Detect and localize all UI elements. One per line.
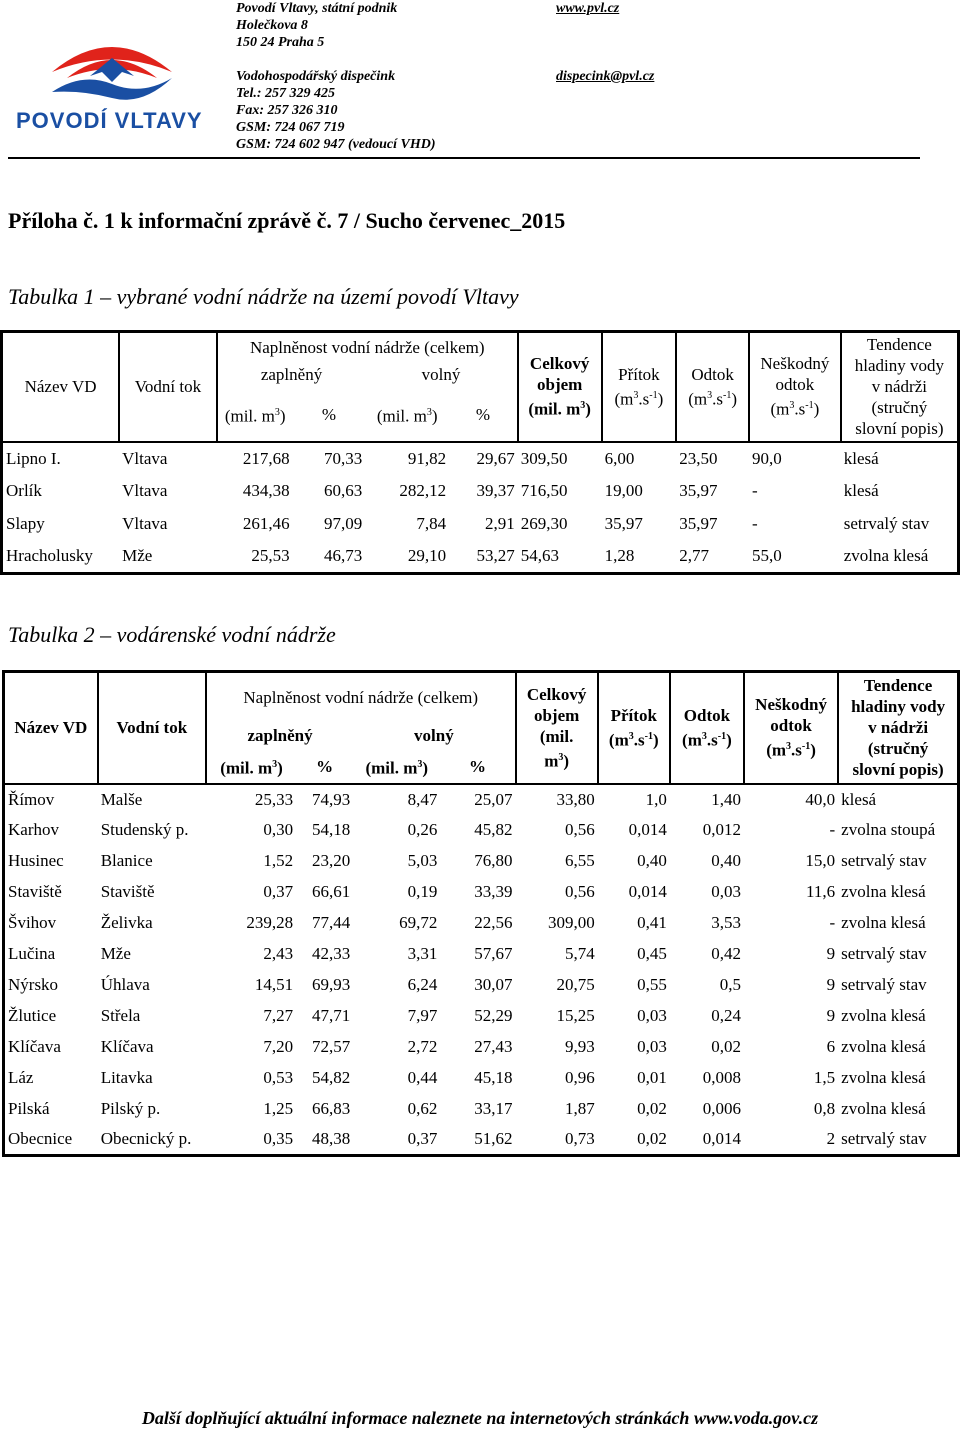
cell-value: 76,80 bbox=[474, 851, 513, 870]
cell-value: 77,44 bbox=[311, 913, 351, 932]
cell-value: 19,00 bbox=[604, 481, 643, 500]
cell-value: 25,33 bbox=[254, 789, 294, 809]
cell-river: Mže bbox=[100, 944, 131, 963]
cell-value: 51,62 bbox=[474, 1129, 513, 1149]
cell-river: Vltava bbox=[122, 448, 168, 468]
cell-value: 434,38 bbox=[242, 481, 290, 500]
cell-value: 53,27 bbox=[476, 546, 515, 566]
address-line: Tel.: 257 329 425 bbox=[236, 86, 336, 101]
cell-value: 0,03 bbox=[711, 882, 741, 901]
cell-value: 20,75 bbox=[556, 975, 595, 994]
company-contacts bbox=[556, 0, 654, 85]
table-row bbox=[4, 1094, 959, 1125]
table-row bbox=[4, 1032, 959, 1063]
cell-value: 0,44 bbox=[407, 1068, 438, 1087]
cell-river: Pilský p. bbox=[100, 1099, 161, 1118]
cell-value: 69,93 bbox=[311, 975, 351, 994]
cell-value: 2,72 bbox=[407, 1037, 438, 1056]
address-line: GSM: 724 067 719 bbox=[236, 120, 345, 135]
cell-value: 33,39 bbox=[474, 882, 513, 901]
cell-value: 35,97 bbox=[679, 514, 718, 533]
cell-name: Slapy bbox=[6, 514, 45, 533]
cell-river: Staviště bbox=[100, 882, 155, 901]
cell-name: Římov bbox=[8, 789, 55, 809]
table-row bbox=[2, 508, 959, 541]
cell-name: Orlík bbox=[6, 481, 42, 500]
cell-value: 239,28 bbox=[246, 913, 294, 932]
cell-value: 9 bbox=[826, 944, 836, 963]
cell-name: Lučina bbox=[8, 944, 56, 963]
cell-value: 1,25 bbox=[263, 1099, 294, 1118]
cell-value: 0,35 bbox=[263, 1129, 294, 1149]
cell-value: 0,56 bbox=[564, 820, 595, 839]
col-header-free-pct: % bbox=[449, 388, 518, 442]
col-header-free-mil: (mil. $m^3$) bbox=[376, 406, 438, 426]
cell-value: 74,93 bbox=[311, 789, 351, 809]
col-header-free-pct: % bbox=[440, 750, 515, 784]
table2-caption: Tabulka 2 – vodárenské vodní nádrže bbox=[8, 622, 336, 647]
cell-value: 54,63 bbox=[520, 546, 560, 566]
cell-value: 33,17 bbox=[474, 1099, 513, 1118]
logo-mark-icon bbox=[12, 32, 212, 112]
cell-value: 9,93 bbox=[564, 1037, 595, 1056]
table-row bbox=[2, 541, 959, 574]
cell-river: Úhlava bbox=[100, 975, 150, 994]
col-header-filled-mil: (mil. $m^3$) bbox=[220, 758, 283, 778]
cell-value: 0,96 bbox=[564, 1068, 595, 1087]
cell-value: 52,29 bbox=[474, 1006, 513, 1025]
col-header-filled: zaplněný bbox=[260, 365, 323, 384]
cell-value: 0,014 bbox=[702, 1129, 741, 1149]
website-link[interactable]: www.pvl.cz bbox=[556, 1, 620, 16]
cell-value: 72,57 bbox=[311, 1037, 351, 1056]
cell-value: 22,56 bbox=[474, 913, 513, 932]
cell-value: 7,84 bbox=[416, 514, 447, 533]
cell-trend: zvolna klesá bbox=[841, 882, 926, 901]
cell-value: 0,008 bbox=[702, 1068, 741, 1087]
cell-name: Pilská bbox=[8, 1099, 50, 1118]
cell-trend: zvolna stoupá bbox=[841, 820, 936, 839]
cell-value: 2,43 bbox=[263, 944, 294, 963]
address-line: Povodí Vltavy, státní podnik bbox=[236, 1, 398, 16]
cell-river: Klíčava bbox=[100, 1037, 154, 1056]
company-logo bbox=[12, 32, 212, 132]
cell-value: 0,26 bbox=[407, 820, 438, 839]
cell-value: 0,8 bbox=[813, 1099, 836, 1118]
cell-name: Lipno I. bbox=[6, 448, 61, 468]
cell-value: 23,50 bbox=[679, 448, 718, 468]
cell-river: Vltava bbox=[122, 481, 168, 500]
cell-value: 6,55 bbox=[564, 851, 595, 870]
cell-value: 1,40 bbox=[711, 789, 741, 809]
cell-trend: zvolna klesá bbox=[841, 1037, 926, 1056]
cell-value: 8,47 bbox=[407, 789, 438, 809]
cell-trend: zvolna klesá bbox=[841, 1068, 926, 1087]
cell-value: 0,01 bbox=[637, 1068, 667, 1087]
cell-value: 33,80 bbox=[556, 789, 595, 809]
cell-value: 1,0 bbox=[645, 789, 667, 809]
cell-value: 282,12 bbox=[399, 481, 447, 500]
cell-value: 29,10 bbox=[407, 546, 447, 566]
cell-value: 23,20 bbox=[311, 851, 351, 870]
cell-value: 0,5 bbox=[719, 975, 741, 994]
cell-trend: klesá bbox=[841, 789, 877, 809]
cell-river: Blanice bbox=[100, 851, 153, 870]
col-header-free: volný bbox=[353, 722, 515, 750]
email-link[interactable]: dispecink@pvl.cz bbox=[556, 69, 655, 84]
col-header-trend: Tendence hladiny vody v nádrži (stručný slovní popis) bbox=[851, 676, 946, 780]
col-header-inflow: Přítok $(m^3.s^{-1})$ bbox=[602, 332, 677, 442]
cell-trend: klesá bbox=[843, 481, 879, 500]
cell-value: 55,0 bbox=[752, 546, 782, 566]
cell-value: 91,82 bbox=[407, 448, 447, 468]
cell-value: 0,03 bbox=[637, 1037, 667, 1056]
logo-text: POVODÍ VLTAVY bbox=[16, 108, 203, 133]
cell-trend: setrvalý stav bbox=[841, 944, 927, 963]
header-divider bbox=[8, 157, 920, 159]
table-row bbox=[4, 1063, 959, 1094]
cell-value: 27,43 bbox=[474, 1037, 513, 1056]
cell-name: Švihov bbox=[8, 913, 57, 932]
cell-value: 3,31 bbox=[407, 944, 438, 963]
col-header-filled-pct: % bbox=[321, 404, 337, 424]
cell-value: 716,50 bbox=[520, 481, 568, 500]
address-line bbox=[236, 51, 436, 68]
cell-trend: zvolna klesá bbox=[841, 913, 926, 932]
col-header-filled-pct: % bbox=[316, 756, 334, 776]
col-header-total: Celkový objem (mil. $m^3$) bbox=[518, 332, 602, 442]
cell-value: 90,0 bbox=[752, 448, 782, 468]
col-header-outflow: Odtok $(m^3.s^{-1})$ bbox=[676, 332, 749, 442]
cell-value: 35,97 bbox=[604, 514, 643, 533]
col-header-fill: Naplněnost vodní nádrže (celkem) bbox=[217, 332, 518, 362]
cell-value: 6 bbox=[826, 1037, 836, 1056]
cell-value: 0,30 bbox=[263, 820, 294, 839]
cell-value: 0,014 bbox=[628, 882, 667, 901]
cell-value: 47,71 bbox=[311, 1006, 351, 1025]
cell-value: 0,42 bbox=[711, 944, 741, 963]
table-row bbox=[4, 939, 959, 970]
cell-trend: setrvalý stav bbox=[841, 1129, 927, 1149]
cell-value: 0,41 bbox=[637, 913, 667, 932]
col-header-inflow: Přítok $(m^3.s^{-1})$ bbox=[598, 672, 670, 784]
cell-value: 0,73 bbox=[564, 1129, 595, 1149]
cell-value: 25,07 bbox=[474, 789, 513, 809]
cell-value: 6,00 bbox=[604, 448, 635, 468]
cell-value: 1,28 bbox=[604, 546, 635, 566]
cell-value: 9 bbox=[826, 975, 836, 994]
cell-trend: klesá bbox=[843, 448, 879, 468]
cell-name: Staviště bbox=[8, 882, 62, 901]
table-row bbox=[4, 815, 959, 846]
cell-name: Láz bbox=[8, 1068, 34, 1087]
cell-value: 0,45 bbox=[637, 944, 667, 963]
cell-value: 1,5 bbox=[813, 1068, 836, 1087]
cell-value: 45,18 bbox=[474, 1068, 513, 1087]
cell-value: 0,014 bbox=[628, 820, 667, 839]
col-header-river: Vodní tok bbox=[119, 332, 217, 442]
cell-trend: setrvalý stav bbox=[841, 851, 927, 870]
cell-name: Hracholusky bbox=[6, 546, 93, 566]
cell-value: 11,6 bbox=[806, 882, 836, 901]
cell-trend: setrvalý stav bbox=[841, 975, 927, 994]
cell-river: Litavka bbox=[100, 1068, 153, 1087]
cell-value: 25,53 bbox=[251, 546, 290, 566]
cell-value: 5,74 bbox=[564, 944, 595, 963]
cell-value: 42,33 bbox=[311, 944, 351, 963]
cell-value: 1,52 bbox=[263, 851, 294, 870]
cell-value: 0,19 bbox=[407, 882, 438, 901]
cell-value: 7,20 bbox=[263, 1037, 294, 1056]
cell-value: 97,09 bbox=[324, 514, 363, 533]
table1-caption: Tabulka 1 – vybrané vodní nádrže na území povodí Vltavy bbox=[8, 284, 519, 309]
table-row bbox=[2, 475, 959, 508]
cell-value: 2,91 bbox=[485, 514, 515, 533]
cell-trend: zvolna klesá bbox=[841, 1099, 926, 1118]
cell-value: - bbox=[752, 481, 758, 500]
cell-value: 5,03 bbox=[407, 851, 438, 870]
cell-value: 0,006 bbox=[702, 1099, 741, 1118]
cell-value: 54,18 bbox=[311, 820, 351, 839]
cell-value: - bbox=[829, 820, 836, 839]
cell-value: 66,61 bbox=[311, 882, 351, 901]
col-header-name: Název VD bbox=[4, 672, 98, 784]
cell-value: 70,33 bbox=[324, 448, 363, 468]
cell-value: 2,77 bbox=[679, 546, 710, 566]
cell-value: 14,51 bbox=[254, 975, 294, 994]
cell-value: 48,38 bbox=[311, 1129, 351, 1149]
footer-note: Další doplňující aktuální informace naleznete na internetových stránkách www.voda.gov.cz bbox=[141, 1408, 819, 1428]
cell-river: Mže bbox=[122, 546, 153, 566]
cell-value: 46,73 bbox=[324, 546, 363, 566]
cell-river: Studenský p. bbox=[100, 820, 189, 839]
cell-trend: zvolna klesá bbox=[843, 546, 929, 566]
cell-value: 2 bbox=[826, 1129, 836, 1149]
cell-value: 217,68 bbox=[242, 448, 290, 468]
cell-value: 66,83 bbox=[311, 1099, 351, 1118]
cell-value: 0,55 bbox=[637, 975, 667, 994]
cell-value: 57,67 bbox=[474, 944, 513, 963]
cell-value: 309,50 bbox=[520, 448, 568, 468]
cell-name: Žlutice bbox=[8, 1006, 57, 1025]
address-line: Fax: 257 326 310 bbox=[236, 103, 338, 118]
table-row bbox=[4, 908, 959, 939]
table-row bbox=[4, 784, 959, 815]
col-header-trend: Tendence hladiny vody v nádrži (stručný slovní popis) bbox=[854, 335, 944, 439]
cell-value: 0,03 bbox=[637, 1006, 667, 1025]
table1-reservoirs bbox=[0, 330, 960, 575]
cell-value: 1,87 bbox=[564, 1099, 595, 1118]
cell-value: 9 bbox=[826, 1006, 836, 1025]
cell-value: 0,40 bbox=[711, 851, 741, 870]
cell-value: 7,97 bbox=[407, 1006, 438, 1025]
col-header-name: Název VD bbox=[2, 332, 120, 442]
cell-value: 0,02 bbox=[637, 1129, 667, 1149]
cell-value: 0,56 bbox=[564, 882, 595, 901]
cell-value: 7,27 bbox=[263, 1006, 294, 1025]
cell-value: 39,37 bbox=[476, 481, 515, 500]
company-address bbox=[236, 0, 436, 153]
cell-name: Obecnice bbox=[8, 1129, 73, 1149]
cell-value: 0,40 bbox=[637, 851, 667, 870]
col-header-outflow: Odtok $(m^3.s^{-1})$ bbox=[670, 672, 744, 784]
cell-value: 6,24 bbox=[407, 975, 438, 994]
col-header-free: volný bbox=[365, 362, 517, 388]
cell-river: Malše bbox=[100, 789, 143, 809]
cell-value: 0,24 bbox=[711, 1006, 741, 1025]
col-header-filled-mil: (mil. $m^3$) bbox=[224, 406, 286, 426]
address-line: 150 24 Praha 5 bbox=[236, 35, 325, 50]
col-header-total: Celkový objem (mil. $m^3$) bbox=[516, 672, 598, 784]
table-row bbox=[2, 442, 959, 475]
cell-name: Klíčava bbox=[8, 1037, 61, 1056]
col-header-safe-outflow: Neškodný odtok $(m^3.s^{-1})$ bbox=[744, 672, 838, 784]
cell-trend: zvolna klesá bbox=[841, 1006, 926, 1025]
cell-value: 15,25 bbox=[556, 1006, 595, 1025]
col-header-filled: zaplněný bbox=[247, 726, 313, 745]
cell-value: - bbox=[829, 913, 836, 932]
cell-value: 0,37 bbox=[407, 1129, 438, 1149]
cell-value: 15,0 bbox=[805, 851, 836, 870]
cell-value: 30,07 bbox=[474, 975, 513, 994]
cell-value: 29,67 bbox=[476, 448, 515, 468]
cell-value: 0,02 bbox=[637, 1099, 667, 1118]
cell-value: 3,53 bbox=[711, 913, 741, 932]
col-header-river: Vodní tok bbox=[98, 672, 206, 784]
cell-value: 0,53 bbox=[263, 1068, 294, 1087]
col-header-safe-outflow: Neškodný odtok $(m^3.s^{-1})$ bbox=[749, 332, 841, 442]
cell-value: 0,012 bbox=[702, 820, 741, 839]
document-title: Příloha č. 1 k informační zprávě č. 7 / Sucho červenec_2015 bbox=[8, 208, 566, 233]
cell-name: Karhov bbox=[8, 820, 59, 839]
table-row bbox=[4, 1001, 959, 1032]
table-row bbox=[4, 877, 959, 908]
cell-river: Vltava bbox=[122, 514, 168, 533]
table-row bbox=[4, 846, 959, 877]
cell-trend: setrvalý stav bbox=[843, 514, 930, 533]
cell-value: - bbox=[752, 514, 758, 533]
cell-river: Obecnický p. bbox=[100, 1129, 192, 1149]
cell-value: 45,82 bbox=[474, 820, 513, 839]
cell-river: Želivka bbox=[100, 913, 153, 932]
cell-value: 269,30 bbox=[520, 514, 568, 533]
address-line: Holečkova 8 bbox=[236, 18, 308, 33]
cell-name: Husinec bbox=[8, 851, 64, 870]
table-row bbox=[4, 970, 959, 1001]
cell-value: 0,02 bbox=[711, 1037, 741, 1056]
cell-value: 309,00 bbox=[547, 913, 595, 932]
table-row bbox=[4, 1125, 959, 1156]
cell-value: 69,72 bbox=[399, 913, 438, 932]
cell-value: 0,62 bbox=[407, 1099, 438, 1118]
cell-value: 261,46 bbox=[242, 514, 290, 533]
cell-value: 60,63 bbox=[324, 481, 363, 500]
cell-value: 35,97 bbox=[679, 481, 718, 500]
cell-value: 40,0 bbox=[805, 789, 836, 809]
cell-value: 0,37 bbox=[263, 882, 294, 901]
cell-river: Střela bbox=[100, 1006, 141, 1025]
address-line: GSM: 724 602 947 (vedoucí VHD) bbox=[236, 137, 436, 152]
cell-value: 54,82 bbox=[311, 1068, 351, 1087]
col-header-fill: Naplněnost vodní nádrže (celkem) bbox=[206, 672, 516, 722]
table2-water-supply-reservoirs bbox=[2, 670, 960, 1157]
address-line: Vodohospodářský dispečink bbox=[236, 69, 396, 84]
col-header-free-mil: (mil. $m^3$) bbox=[365, 758, 429, 778]
cell-name: Nýrsko bbox=[8, 975, 59, 994]
